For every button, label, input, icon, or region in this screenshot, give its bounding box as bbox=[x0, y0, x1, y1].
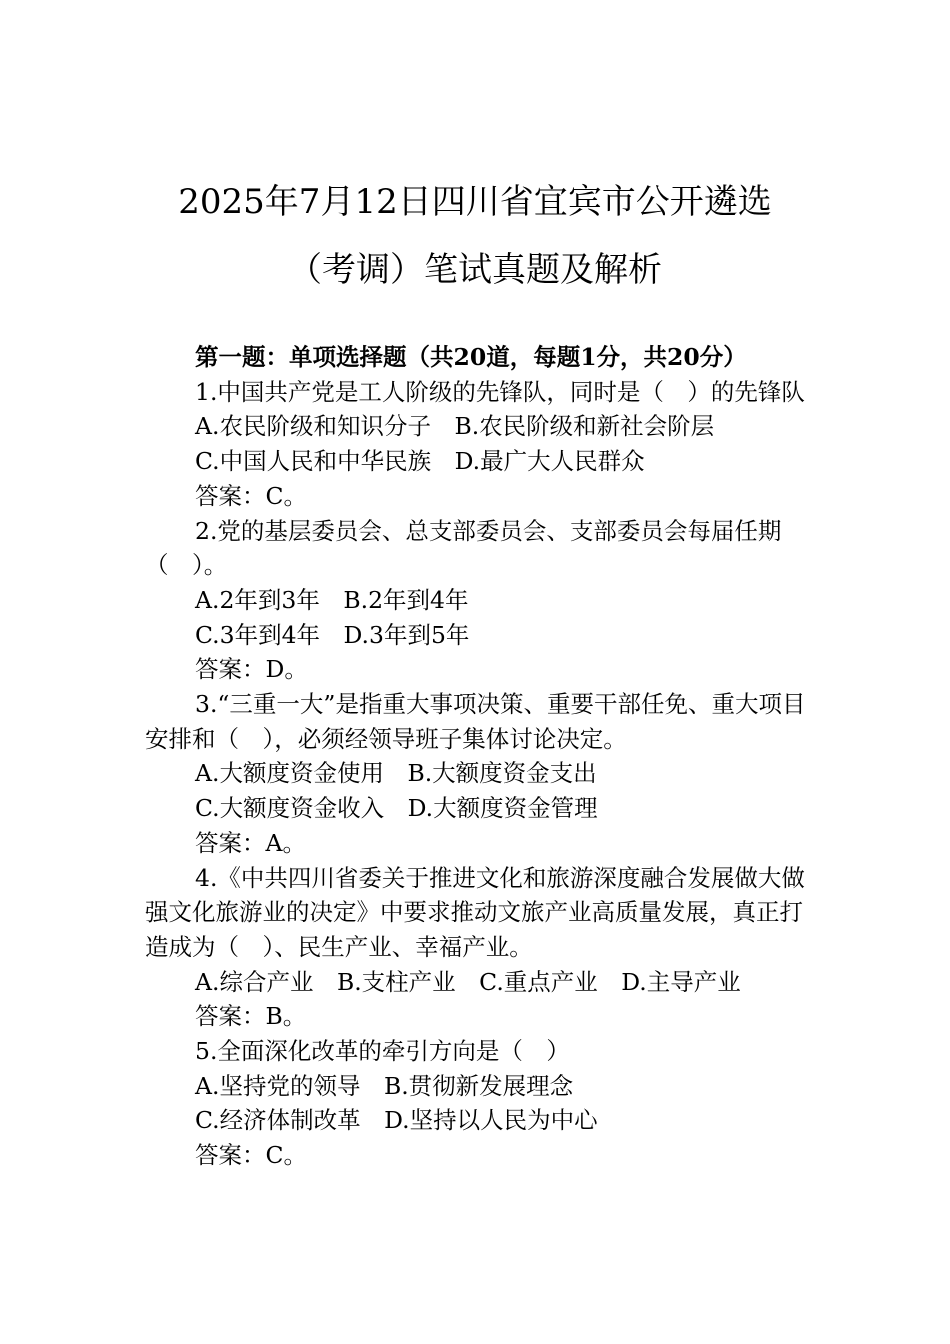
question-options: C.3年到4年 D.3年到5年 bbox=[195, 620, 470, 649]
question-3 bbox=[145, 687, 810, 861]
question-options: A.大额度资金使用 B.大额度资金支出 bbox=[195, 759, 597, 788]
question-answer: 答案：A。 bbox=[195, 828, 306, 857]
question-answer: 答案：C。 bbox=[195, 1141, 307, 1170]
question-options: A.坚持党的领导 B.贯彻新发展理念 bbox=[195, 1071, 574, 1100]
question-stem: 2.党的基层委员会、总支部委员会、支部委员会每届任期（ ）。 bbox=[145, 516, 782, 580]
question-stem: 3.“三重一大”是指重大事项决策、重要干部任免、重大项目安排和（ ），必须经领导班子集体讨论决定。 bbox=[145, 690, 806, 753]
question-answer: 答案：B。 bbox=[195, 1002, 307, 1031]
question-options: A.综合产业 B.支柱产业 C.重点产业 D.主导产业 bbox=[195, 967, 741, 996]
question-2 bbox=[145, 514, 810, 688]
question-stem: 1.中国共产党是工人阶级的先锋队，同时是（ ）的先锋队 bbox=[195, 377, 805, 406]
question-answer: 答案：D。 bbox=[195, 655, 308, 684]
question-options: A.2年到3年 B.2年到4年 bbox=[195, 585, 469, 614]
question-options: C.中国人民和中华民族 D.最广大人民群众 bbox=[195, 447, 645, 476]
question-4 bbox=[145, 861, 810, 1035]
document-title-line-1: 2025年7月12日四川省宜宾市公开遴选 bbox=[178, 182, 772, 222]
section-heading: 第一题：单项选择题（共20道，每题1分，共20分） bbox=[195, 343, 747, 371]
question-stem: 4.《中共四川省委关于推进文化和旅游深度融合发展做大做强文化旅游业的决定》中要求推动文旅产业高质量发展，真正打造成为（ ）、民生产业、幸福产业。 bbox=[145, 863, 805, 961]
question-1 bbox=[145, 375, 810, 514]
document-body bbox=[145, 340, 810, 1173]
question-options: A.农民阶级和知识分子 B.农民阶级和新社会阶层 bbox=[195, 412, 715, 441]
question-options: C.大额度资金收入 D.大额度资金管理 bbox=[195, 794, 598, 823]
question-answer: 答案：C。 bbox=[195, 481, 307, 510]
question-5 bbox=[145, 1034, 810, 1173]
document-title-line-2: （考调）笔试真题及解析 bbox=[288, 250, 662, 290]
question-options: C.经济体制改革 D.坚持以人民为中心 bbox=[195, 1106, 598, 1135]
question-stem: 5.全面深化改革的牵引方向是（ ） bbox=[195, 1037, 570, 1066]
